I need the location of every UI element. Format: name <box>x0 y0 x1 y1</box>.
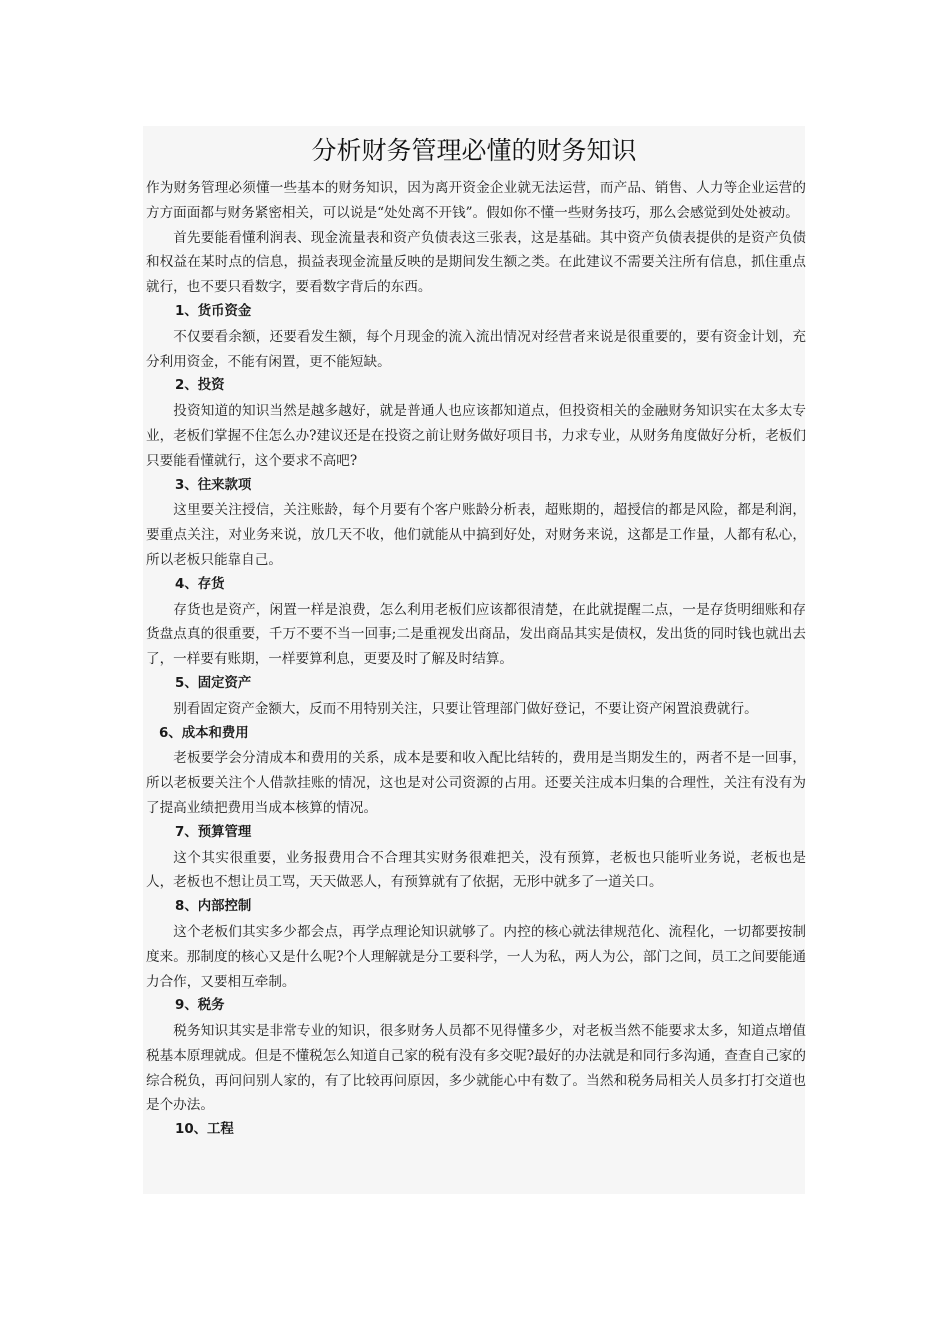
section-heading: 8、内部控制 <box>175 899 252 915</box>
document-body <box>146 176 806 1143</box>
section-body: 这里要关注授信，关注账龄，每个月要有个客户账龄分析表，超账期的，超授信的都是风险，都是利润，要重点关注，对业务来说，放几天不收，他们就能从中搞到好处，对财务来说，这都是工作量，人都有私心，所以老板只能靠自己。 <box>146 502 806 568</box>
section-body: 别看固定资产金额大，反而不用特别关注，只要让管理部门做好登记，不要让资产闲置浪费就行。 <box>173 700 758 717</box>
section-heading: 7、预算管理 <box>175 824 252 840</box>
section-body: 存货也是资产，闲置一样是浪费，怎么利用老板们应该都很清楚，在此就提醒二点，一是存货明细账和存货盘点真的很重要，千万不要不当一回事;二是重视发出商品，发出商品其实是债权，发出货的同时钱也就出去了，一样要有账期，一样要算利息，更要及时了解及时结算。 <box>146 601 806 668</box>
section-heading: 10、工程 <box>175 1122 234 1138</box>
section-heading: 5、固定资产 <box>175 675 252 691</box>
section-heading: 6、成本和费用 <box>159 725 249 741</box>
section-body: 这个其实很重要，业务报费用合不合理其实财务很难把关，没有预算，老板也只能听业务说，老板也是人，老板也不想让员工骂，天天做恶人，有预算就有了依据，无形中就多了一道关口。 <box>146 849 806 891</box>
section-body: 老板要学会分清成本和费用的关系，成本是要和收入配比结转的，费用是当期发生的，两者不是一回事，所以老板要关注个人借款挂账的情况，这也是对公司资源的占用。还要关注成本归集的合理性，关注有没有为了提高业绩把费用当成本核算的情况。 <box>146 750 806 816</box>
intro-paragraph: 作为财务管理必须懂一些基本的财务知识，因为离开资金企业就无法运营，而产品、销售、人力等企业运营的方方面面都与财务紧密相关，可以说是“处处离不开钱”。假如你不懂一些财务技巧，那么会感觉到处处被动。 <box>146 180 806 221</box>
section-heading: 3、往来款项 <box>175 477 252 493</box>
body-paragraph: 首先要能看懂利润表、现金流量表和资产负债表这三张表，这是基础。其中资产负债表提供的是资产负债和权益在某时点的信息，损益表现金流量反映的是期间发生额之类。在此建议不需要关注所有信息，抓住重点就行，也不要只看数字，要看数字背后的东西。 <box>146 229 806 296</box>
section-body: 税务知识其实是非常专业的知识，很多财务人员都不见得懂多少，对老板当然不能要求太多，知道点增值税基本原理就成。但是不懂税怎么知道自己家的税有没有多交呢?最好的办法就是和同行多沟通，查查自己家的综合税负，再问问别人家的，有了比较再问原因，多少就能心中有数了。当然和税务局相关人员多打打交道也是个办法。 <box>146 1023 806 1114</box>
section-heading: 9、税务 <box>175 998 225 1014</box>
section-body: 投资知道的知识当然是越多越好，就是普通人也应该都知道点，但投资相关的金融财务知识实在太多太专业，老板们掌握不住怎么办?建议还是在投资之前让财务做好项目书，力求专业，从财务角度做好分析，老板们只要能看懂就行，这个要求不高吧? <box>146 403 806 469</box>
section-body: 这个老板们其实多少都会点，再学点理论知识就够了。内控的核心就法律规范化、流程化，一切都要按制度来。那制度的核心又是什么呢?个人理解就是分工要科学，一人为私，两人为公，部门之间，员工之间要能通力合作，又要相互牵制。 <box>146 923 806 990</box>
section-heading: 1、货币资金 <box>175 303 252 319</box>
document-title: 分析财务管理必懂的财务知识 <box>311 136 637 165</box>
section-heading: 2、投资 <box>175 378 225 394</box>
section-body: 不仅要看余额，还要看发生额，每个月现金的流入流出情况对经营者来说是很重要的，要有资金计划，充分利用资金，不能有闲置，更不能短缺。 <box>146 328 806 370</box>
section-heading: 4、存货 <box>175 576 225 592</box>
